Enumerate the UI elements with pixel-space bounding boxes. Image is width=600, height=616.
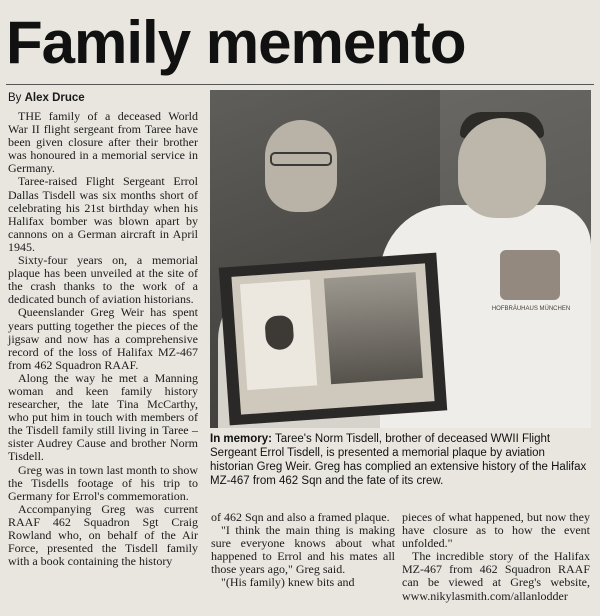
paragraph: Accompanying Greg was current RAAF 462 Squadron Sgt Craig Rowland who, on behalf of the Air Force, presented the Tisdell family with a book containing the history bbox=[8, 501, 198, 569]
paragraph: Taree-raised Flight Sergeant Errol Dallas Tisdell was six months short of celebrating his 21st birthday when his Halifax bomber was blown apart by cannons on a German aircraft in April 1945. bbox=[8, 174, 198, 254]
byline bbox=[8, 92, 198, 104]
caption-lead: In memory: bbox=[210, 433, 272, 445]
paragraph: Sixty-four years on, a memorial plaque has been unveiled at the site of the crash thanks to the work of a dedicated bunch of aviation historians. bbox=[8, 253, 198, 307]
byline-author: Alex Druce bbox=[24, 92, 85, 104]
paragraph: of 462 Sqn and also a framed plaque. bbox=[211, 510, 390, 524]
paragraph: pieces of what happened, but now they have closure as to how the event unfolded." bbox=[402, 510, 590, 551]
plaque-aircraft-photo bbox=[324, 272, 423, 384]
article-column-3 bbox=[402, 511, 590, 603]
paragraph: THE family of a deceased World War II flight sergeant from Taree have been given closure after their brother was honoured in a memorial service in Germany. bbox=[8, 109, 198, 176]
byline-prefix: By bbox=[8, 92, 22, 104]
article-column-1 bbox=[8, 110, 198, 568]
paragraph: The incredible story of the Halifax MZ-467 from 462 Squadron RAAF can be viewed at Greg's website, www.nikylasmith.com/allanlodder bbox=[402, 549, 590, 603]
article-column-2 bbox=[211, 511, 395, 590]
glasses-icon bbox=[270, 152, 332, 166]
paragraph: Queenslander Greg Weir has spent years putting together the pieces of the jigsaw and now has a comprehensive record of the loss of Halifax MZ-467 from 462 Squadron RAAF. bbox=[8, 305, 198, 372]
paragraph: Along the way he met a Manning woman and keen family history researcher, the late Tina McCarthy, who put him in touch with members of the Tisdell family still living in Taree – sister Audrey Cause and brother Norm Tisdell. bbox=[8, 370, 198, 464]
photo-man-right-head bbox=[458, 118, 546, 218]
memorial-plaque-frame bbox=[219, 253, 447, 426]
paragraph: Greg was in town last month to show the Tisdells footage of his trip to Germany for Errol's commemoration. bbox=[8, 462, 198, 503]
paragraph: "I think the main thing is making sure everyone knows about what happened to Errol and his mates all those years ago," Greg said. bbox=[211, 523, 395, 577]
caption-text: Taree's Norm Tisdell, brother of deceased WWII Flight Sergeant Errol Tisdell, is presented a memorial plaque by aviation historian Greg Weir. Greg has complied an extensive history of the Halifax MZ-467 from 462 Sqn and the fate of its crew. bbox=[210, 433, 587, 487]
photo-caption bbox=[210, 432, 591, 488]
shirt-text: HOFBRÄUHAUS MÜNCHEN bbox=[491, 306, 571, 312]
paragraph: "(His family) knew bits and bbox=[221, 575, 355, 590]
headline: Family memento bbox=[6, 9, 466, 76]
shirt-crest-icon bbox=[500, 250, 560, 300]
headline-rule bbox=[6, 84, 594, 85]
photo-man-left-head bbox=[265, 120, 337, 212]
article-photo bbox=[210, 90, 591, 428]
